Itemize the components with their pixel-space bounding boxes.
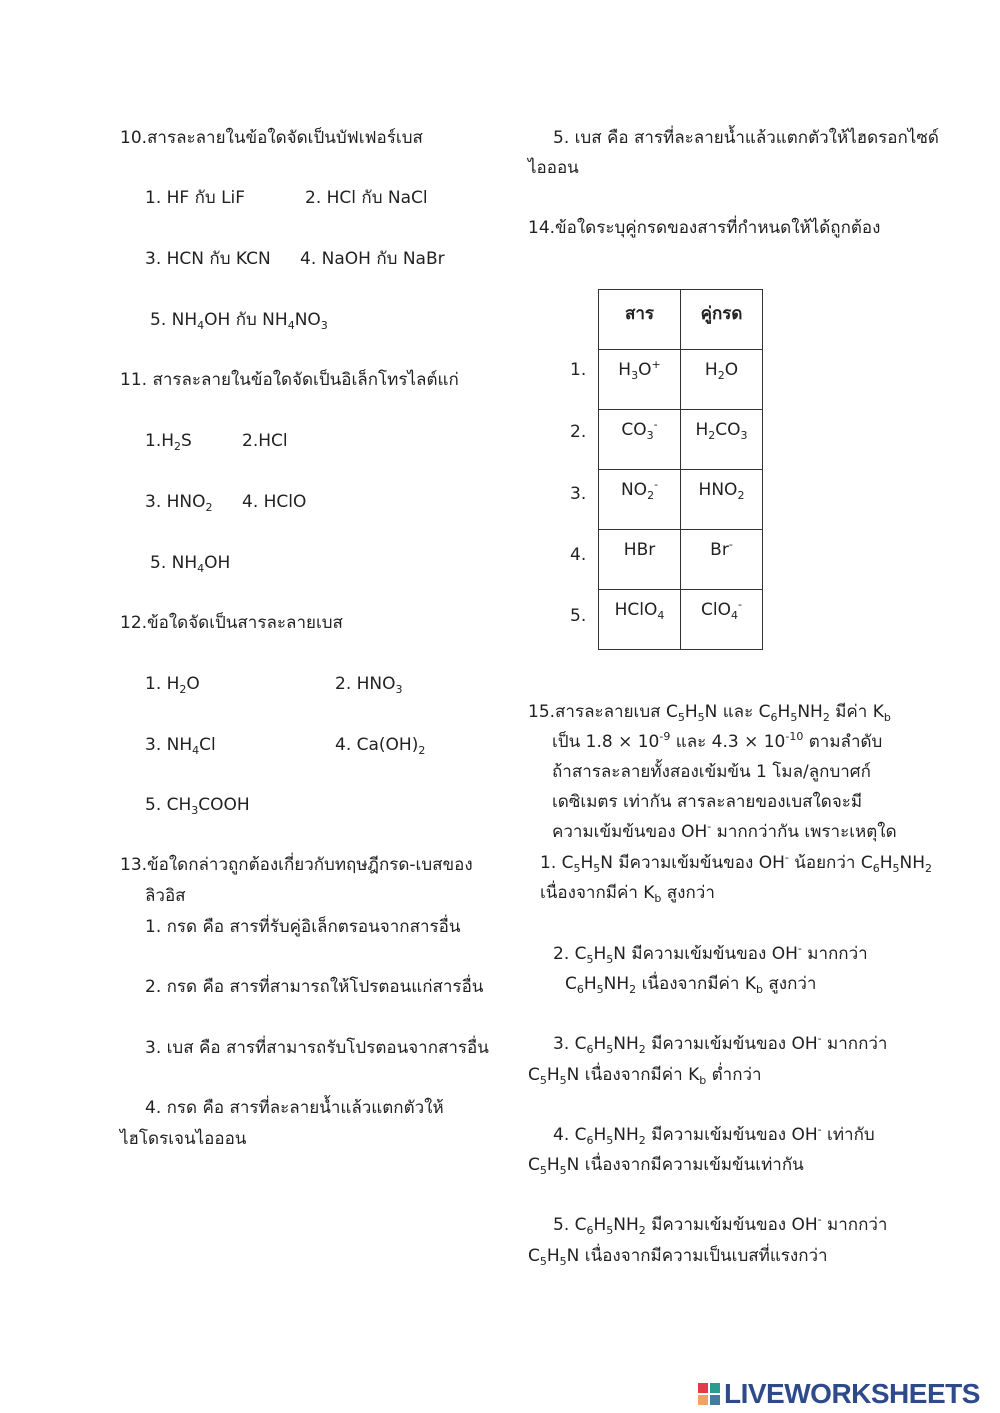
q15-stem-line3: ถ้าสารละลายทั้งสองเข้มข้น 1 โมล/ลูกบาศก์ xyxy=(552,762,871,782)
q12-option-5: 5. $CH_3COOH$ xyxy=(145,795,250,817)
cell-conjugate: ClO$_4$- xyxy=(681,590,763,650)
q15-stem-line4: เดซิเมตร เท่ากัน สารละลายของเบสใดจะมี xyxy=(552,792,863,812)
logo-text: LIVEWORKSHEETS xyxy=(724,1378,980,1409)
q11-option-5: 5. $NH_4OH$ xyxy=(150,553,231,575)
liveworksheets-logo[interactable] xyxy=(698,1380,980,1408)
table-row xyxy=(599,470,763,530)
q14-row-number-2: 2. xyxy=(570,422,587,442)
table-row xyxy=(599,590,763,650)
q12-option-1: 1. $H_2O$ xyxy=(145,674,200,696)
logo-square-icon xyxy=(710,1383,720,1393)
q15-stem-line1: 15.สารละลายเบส $C_5H_5N$ และ $C_6H_5NH_2$ มีค่า $K_b$ xyxy=(528,702,891,724)
q15-option-5-line2: $C_5H_5N$ เนื่องจากมีความเป็นเบสที่แรงกว่า xyxy=(528,1246,828,1268)
q10-option-1: 1. HF กับ LiF xyxy=(145,188,246,208)
q15-option-5-line1: 5. $C_6H_5NH_2$ มีความเข้มข้นของ OH- มากกว่า xyxy=(553,1213,888,1237)
logo-square-icon xyxy=(698,1395,708,1405)
q11-option-3: 3. $HNO_2$ xyxy=(145,492,213,514)
q15-option-4-line1: 4. $C_6H_5NH_2$ มีความเข้มข้นของ OH- เท่ากับ xyxy=(553,1123,875,1147)
q10-option-3: 3. HCN กับ KCN xyxy=(145,249,271,269)
q13-option-5-line1: 5. เบส คือ สารที่ละลายน้ำแล้วแตกตัวให้ไฮดรอกไซด์ xyxy=(553,128,939,148)
q13-option-2: 2. กรด คือ สารที่สามารถให้โปรตอนแก่สารอื่น xyxy=(145,977,484,997)
q15-option-3-line1: 3. $C_6H_5NH_2$ มีความเข้มข้นของ OH- มากกว่า xyxy=(553,1032,888,1056)
q14-row-number-3: 3. xyxy=(570,484,587,504)
q14-row-number-1: 1. xyxy=(570,360,587,380)
q14-row-number-5: 5. xyxy=(570,606,587,626)
q13-option-4-line1: 4. กรด คือ สารที่ละลายน้ำแล้วแตกตัวให้ xyxy=(145,1098,444,1118)
q15-option-2-line2: $C_6H_5NH_2$ เนื่องจากมีค่า $K_b$ สูงกว่า xyxy=(565,974,817,996)
cell-conjugate: $HNO_2$ xyxy=(681,470,763,530)
q11-title: 11. สารละลายในข้อใดจัดเป็นอิเล็กโทรไลต์แก่ xyxy=(120,370,459,390)
q10-title: 10.สารละลายในข้อใดจัดเป็นบัฟเฟอร์เบส xyxy=(120,128,423,148)
cell-substance: HBr xyxy=(599,530,681,590)
q12-option-4: 4. $Ca(OH)_2$ xyxy=(335,735,426,757)
cell-substance: HClO$_4$ xyxy=(599,590,681,650)
cell-conjugate: $H_2O$ xyxy=(681,350,763,410)
q14-table xyxy=(598,289,763,650)
logo-square-icon xyxy=(710,1395,720,1405)
q13-option-4-line2: ไฮโดรเจนไอออน xyxy=(120,1129,247,1149)
table-row xyxy=(599,410,763,470)
col-header-conjugate-acid: คู่กรด xyxy=(681,290,763,350)
q13-option-1: 1. กรด คือ สารที่รับคู่อิเล็กตรอนจากสารอื่น xyxy=(145,917,461,937)
q10-option-4: 4. NaOH กับ NaBr xyxy=(300,249,445,269)
q11-option-4: 4. HClO xyxy=(242,492,307,512)
q13-title-line2: ลิวอิส xyxy=(145,886,186,906)
q12-option-2: 2. $HNO_3$ xyxy=(335,674,403,696)
q13-option-3: 3. เบส คือ สารที่สามารถรับโปรตอนจากสารอื่น xyxy=(145,1038,489,1058)
q15-option-3-line2: $C_5H_5N$ เนื่องจากมีค่า $K_b$ ต่ำกว่า xyxy=(528,1065,762,1087)
q15-option-1-line1: 1. $C_5H_5N$ มีความเข้มข้นของ OH- น้อยกว่า $C_6H_5NH_2$ xyxy=(540,851,933,875)
cell-substance: $NO_2^-$ xyxy=(599,470,681,530)
q15-stem-line2: เป็น $1.8 \times 10^{-9}$ และ $4.3 \times 10^{-10}$ ตามลำดับ xyxy=(552,730,883,752)
cell-substance: $H_3O^+$ xyxy=(599,350,681,410)
q15-option-2-line1: 2. $C_5H_5N$ มีความเข้มข้นของ OH- มากกว่า xyxy=(553,942,868,966)
logo-mark-icon xyxy=(698,1383,720,1405)
q14-title: 14.ข้อใดระบุคู่กรดของสารที่กำหนดให้ได้ถูกต้อง xyxy=(528,218,881,238)
table-header-row xyxy=(599,290,763,350)
q14-row-number-4: 4. xyxy=(570,545,587,565)
q13-option-5-line2: ไอออน xyxy=(528,158,579,178)
q13-title-line1: 13.ข้อใดกล่าวถูกต้องเกี่ยวกับทฤษฎีกรด-เบสของ xyxy=(120,855,473,875)
table-row xyxy=(599,350,763,410)
q11-option-1: $1.H_2S$ xyxy=(145,431,192,453)
cell-substance: $CO_3^-$ xyxy=(599,410,681,470)
q12-option-3: 3. $NH_4Cl$ xyxy=(145,735,216,757)
q12-title: 12.ข้อใดจัดเป็นสารละลายเบส xyxy=(120,613,343,633)
q15-option-1-line2: เนื่องจากมีค่า $K_b$ สูงกว่า xyxy=(540,883,715,905)
cell-conjugate: $H_2CO_3$ xyxy=(681,410,763,470)
table-row xyxy=(599,530,763,590)
q11-option-2: 2.HCl xyxy=(242,431,288,451)
col-header-substance: สาร xyxy=(599,290,681,350)
q15-option-4-line2: $C_5H_5N$ เนื่องจากมีความเข้มข้นเท่ากัน xyxy=(528,1155,804,1177)
logo-square-icon xyxy=(698,1383,708,1393)
cell-conjugate: Br- xyxy=(681,530,763,590)
q15-stem-line5: ความเข้มข้นของ OH- มากกว่ากัน เพราะเหตุใด xyxy=(552,820,897,842)
q10-option-5: 5. $NH_4OH$ กับ $NH_4NO_3$ xyxy=(150,310,328,332)
q10-option-2: 2. HCl กับ NaCl xyxy=(305,188,428,208)
